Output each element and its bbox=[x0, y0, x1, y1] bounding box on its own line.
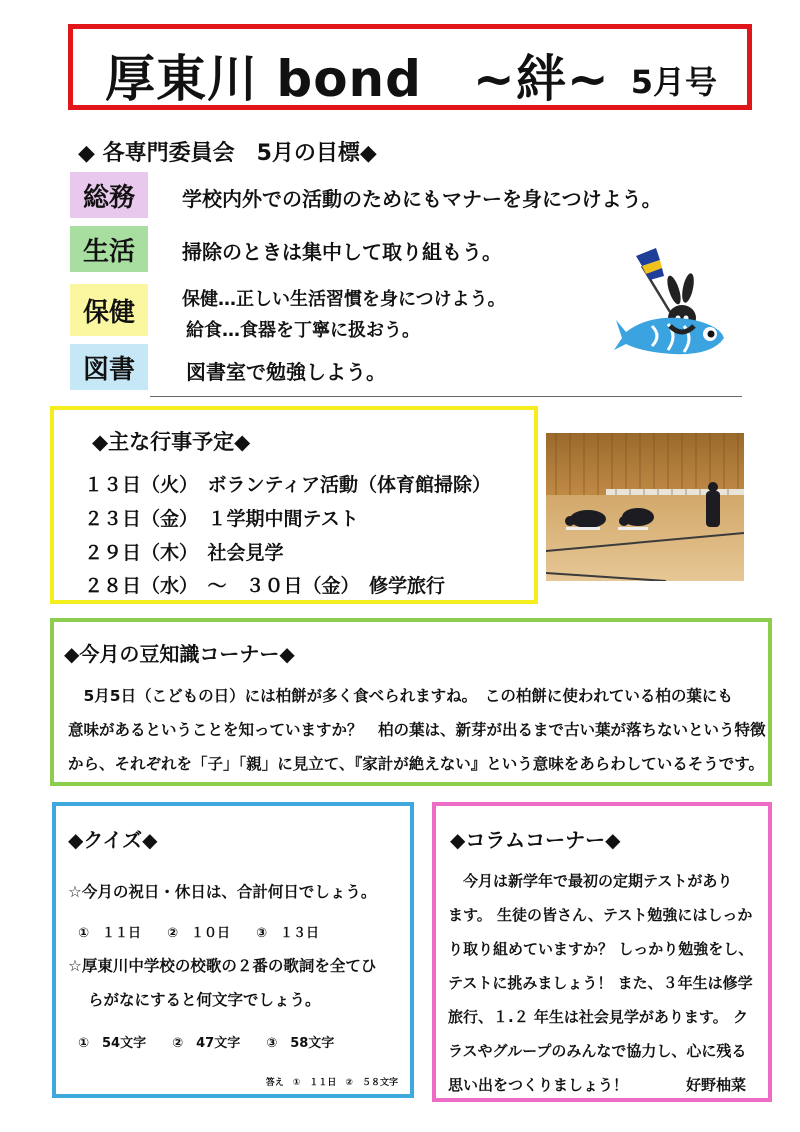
trivia-line: から、それぞれを「子」「親」に見立て、『家計が絶えない』という意味をあらわしているそうです。 bbox=[68, 755, 764, 773]
title-box bbox=[68, 24, 752, 110]
column-line: 今月は新学年で最初の定期テストがあり bbox=[448, 872, 733, 890]
goal-tag-library: 図書 bbox=[70, 344, 148, 390]
goal-text-general-affairs: 学校内外での活動のためにもマナーを身につけよう。 bbox=[182, 187, 662, 211]
quiz-answer: 答え ① １１日 ② ５８文字 bbox=[265, 1078, 398, 1088]
goal-text-life: 掃除のときは集中して取り組もう。 bbox=[182, 240, 502, 264]
column-heading: ◆コラムコーナー◆ bbox=[450, 828, 621, 852]
goal-tag-health: 保健 bbox=[70, 284, 148, 336]
events-heading: ◆主な行事予定◆ bbox=[92, 430, 251, 454]
issue-label: 5月号 bbox=[630, 63, 717, 101]
koinobori-rabbit-illustration bbox=[612, 246, 734, 364]
gym-cleaning-photo bbox=[546, 433, 744, 581]
column-author: 好野柚菜 bbox=[685, 1076, 746, 1094]
event-item: ２９日（木） 社会見学 bbox=[84, 542, 284, 564]
goal-text-health-1: 保健…正しい生活習慣を身につけよう。 bbox=[182, 289, 506, 310]
goal-text-health-2: 給食…食器を丁寧に扱おう。 bbox=[186, 320, 420, 341]
column-line: ます。 生徒の皆さん、テスト勉強にはしっか bbox=[448, 906, 753, 924]
column-box bbox=[432, 802, 772, 1102]
events-box bbox=[50, 406, 538, 604]
goal-tag-general-affairs: 総務 bbox=[70, 172, 148, 218]
column-line: り取り組めていますか？ しっかり勉強をし、 bbox=[448, 940, 754, 958]
quiz-question-1: ☆今月の祝日・休日は、合計何日でしょう。 bbox=[68, 883, 377, 901]
trivia-line: 意味があるということを知っていますか？ 柏の葉は、新芽が出るまで古い葉が落ちないという特徴 bbox=[68, 721, 766, 739]
column-line: テストに挑みましょう！ また、３年生は修学 bbox=[448, 974, 753, 992]
event-item: ２３日（金） １学期中間テスト bbox=[84, 508, 359, 530]
quiz-options-2: ① 54文字 ② 47文字 ③ 58文字 bbox=[78, 1036, 335, 1051]
event-item: ２８日（水） ～ ３０日（金） 修学旅行 bbox=[84, 575, 446, 597]
goal-text-library: 図書室で勉強しよう。 bbox=[186, 360, 386, 384]
event-item: １３日（火） ボランティア活動（体育館掃除） bbox=[84, 474, 491, 496]
trivia-heading: ◆今月の豆知識コーナー◆ bbox=[64, 642, 295, 666]
quiz-box bbox=[52, 802, 414, 1098]
section-divider bbox=[150, 396, 742, 397]
quiz-heading: ◆クイズ◆ bbox=[68, 828, 158, 852]
column-line: 旅行、１.２ 年生は社会見学があります。 ク bbox=[448, 1008, 748, 1026]
column-line: ラスやグループのみんなで協力し、心に残る bbox=[448, 1042, 747, 1060]
column-line: 思い出をつくりましょう！ bbox=[448, 1076, 629, 1094]
trivia-box bbox=[50, 618, 772, 786]
quiz-question-2-cont: らがなにすると何文字でしょう。 bbox=[88, 991, 321, 1009]
trivia-line: 5月5日（こどもの日）には柏餅が多く食べられますね。 この柏餅に使われている柏の葉にも bbox=[68, 687, 733, 705]
quiz-question-2: ☆厚東川中学校の校歌の２番の歌詞を全てひ bbox=[68, 957, 377, 975]
goal-tag-life: 生活 bbox=[70, 226, 148, 272]
newsletter-title: 厚東川 bond ~絆~ bbox=[105, 50, 610, 108]
quiz-options-1: ① １１日 ② １０日 ③ １３日 bbox=[78, 926, 320, 941]
goals-heading: ◆ 各専門委員会 5月の目標◆ bbox=[78, 141, 377, 166]
